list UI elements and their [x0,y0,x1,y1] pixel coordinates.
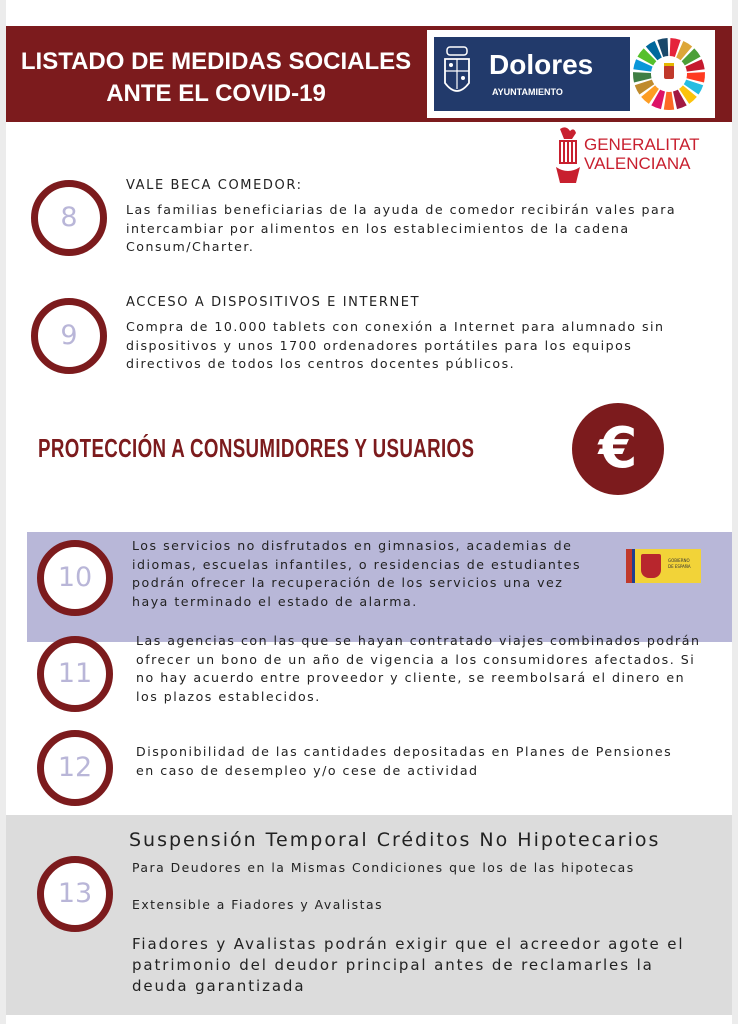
gobierno-text [668,558,691,570]
section-title: PROTECCIÓN A CONSUMIDORES Y USUARIOS [38,433,475,463]
generalitat-line2: VALENCIANA [584,154,691,173]
text-line: intercambiar por alimentos en los establecimientos de la cadena [126,220,630,236]
text-line: haya terminado el estado de alarma. [132,593,418,609]
page-title-line2: ANTE EL COVID-19 [106,80,326,107]
number-badge: 11 [37,636,113,712]
text-line: Los servicios no disfrutados en gimnasios, academias de [132,538,573,553]
gobierno-line1: GOBIERNO [668,558,690,563]
generalitat-logo [554,125,714,187]
dolores-logo [434,37,630,111]
text-line: patrimonio del deudor principal antes de reclamarles la [132,956,654,974]
generalitat-line1: GENERALITAT [584,135,700,154]
item-title: ACCESO A DISPOSITIVOS E INTERNET [126,295,421,310]
wheel-segment [664,92,674,110]
item-title: VALE BECA COMEDOR: [126,178,303,193]
text-line: directivos de todos los centros docentes públicos. [126,356,516,371]
generalitat-emblem-icon [554,125,582,185]
item-subtitle: Para Deudores en la Mismas Condiciones que los de las hipotecas [132,860,635,875]
text-line: Fiadores y Avalistas podrán exigir que el acreedor agote el [132,935,685,953]
footer-strip [6,1015,732,1024]
logos-box [427,30,715,118]
coat-of-arms-icon [641,554,661,578]
text-line: Compra de 10.000 tablets con conexión a Internet para alumnado sin [126,319,665,334]
text-line: Las familias beneficiarias de la ayuda de comedor recibirán vales para [126,202,677,217]
text-line: Consum/Charter. [126,239,255,254]
item-description [132,934,684,997]
header-banner [6,26,732,122]
item-description [126,201,676,257]
infographic-page [6,0,732,1024]
text-line: en caso de desempleo y/o cese de actividad [136,762,479,778]
text-line: dispositivos y unos 1700 ordenadores portátiles para los equipos [126,337,633,353]
text-line: deuda garantizada [132,977,306,995]
gobierno-line2: DE ESPAÑA [668,564,691,569]
crest-icon [441,45,473,103]
text-line: podrán ofrecer la recuperación de los servicios una vez [132,575,564,590]
dolores-name: Dolores [489,49,594,80]
sdg-wheel-icon [631,36,707,112]
item-title: Suspensión Temporal Créditos No Hipotecarios [129,829,661,851]
generalitat-name [584,135,700,173]
text-line: Disponibilidad de las cantidades depositadas en Planes de Pensiones [136,744,673,759]
item-description [132,537,581,611]
page-title [6,46,426,110]
dolores-subtitle: AYUNTAMIENTO [492,87,563,97]
text-line: ofrecer un bono de un año de vigencia a los consumidores afectados. Si [136,651,696,667]
text-line: Las agencias con las que se hayan contratado viajes combinados podrán [136,633,701,648]
number-badge: 10 [37,540,113,616]
euro-icon: € [572,403,664,495]
item-extension: Extensible a Fiadores y Avalistas [132,897,384,912]
number-badge: 9 [31,298,107,374]
page-title-line1: LISTADO DE MEDIDAS SOCIALES [20,48,412,75]
text-line: no hay acuerdo entre proveedor y cliente, se reembolsará el dinero en [136,670,686,685]
item-description [136,632,700,706]
number-badge: 13 [37,856,113,932]
item-description [136,743,672,780]
text-line: idiomas, escuelas infantiles, o residencias de estudiantes [132,556,582,572]
flag-stripe [632,549,635,583]
text-line: los plazos establecidos. [136,688,321,704]
number-badge: 12 [37,730,113,806]
number-badge: 8 [31,180,107,256]
item-description [126,318,665,374]
gobierno-espana-logo [626,549,701,583]
